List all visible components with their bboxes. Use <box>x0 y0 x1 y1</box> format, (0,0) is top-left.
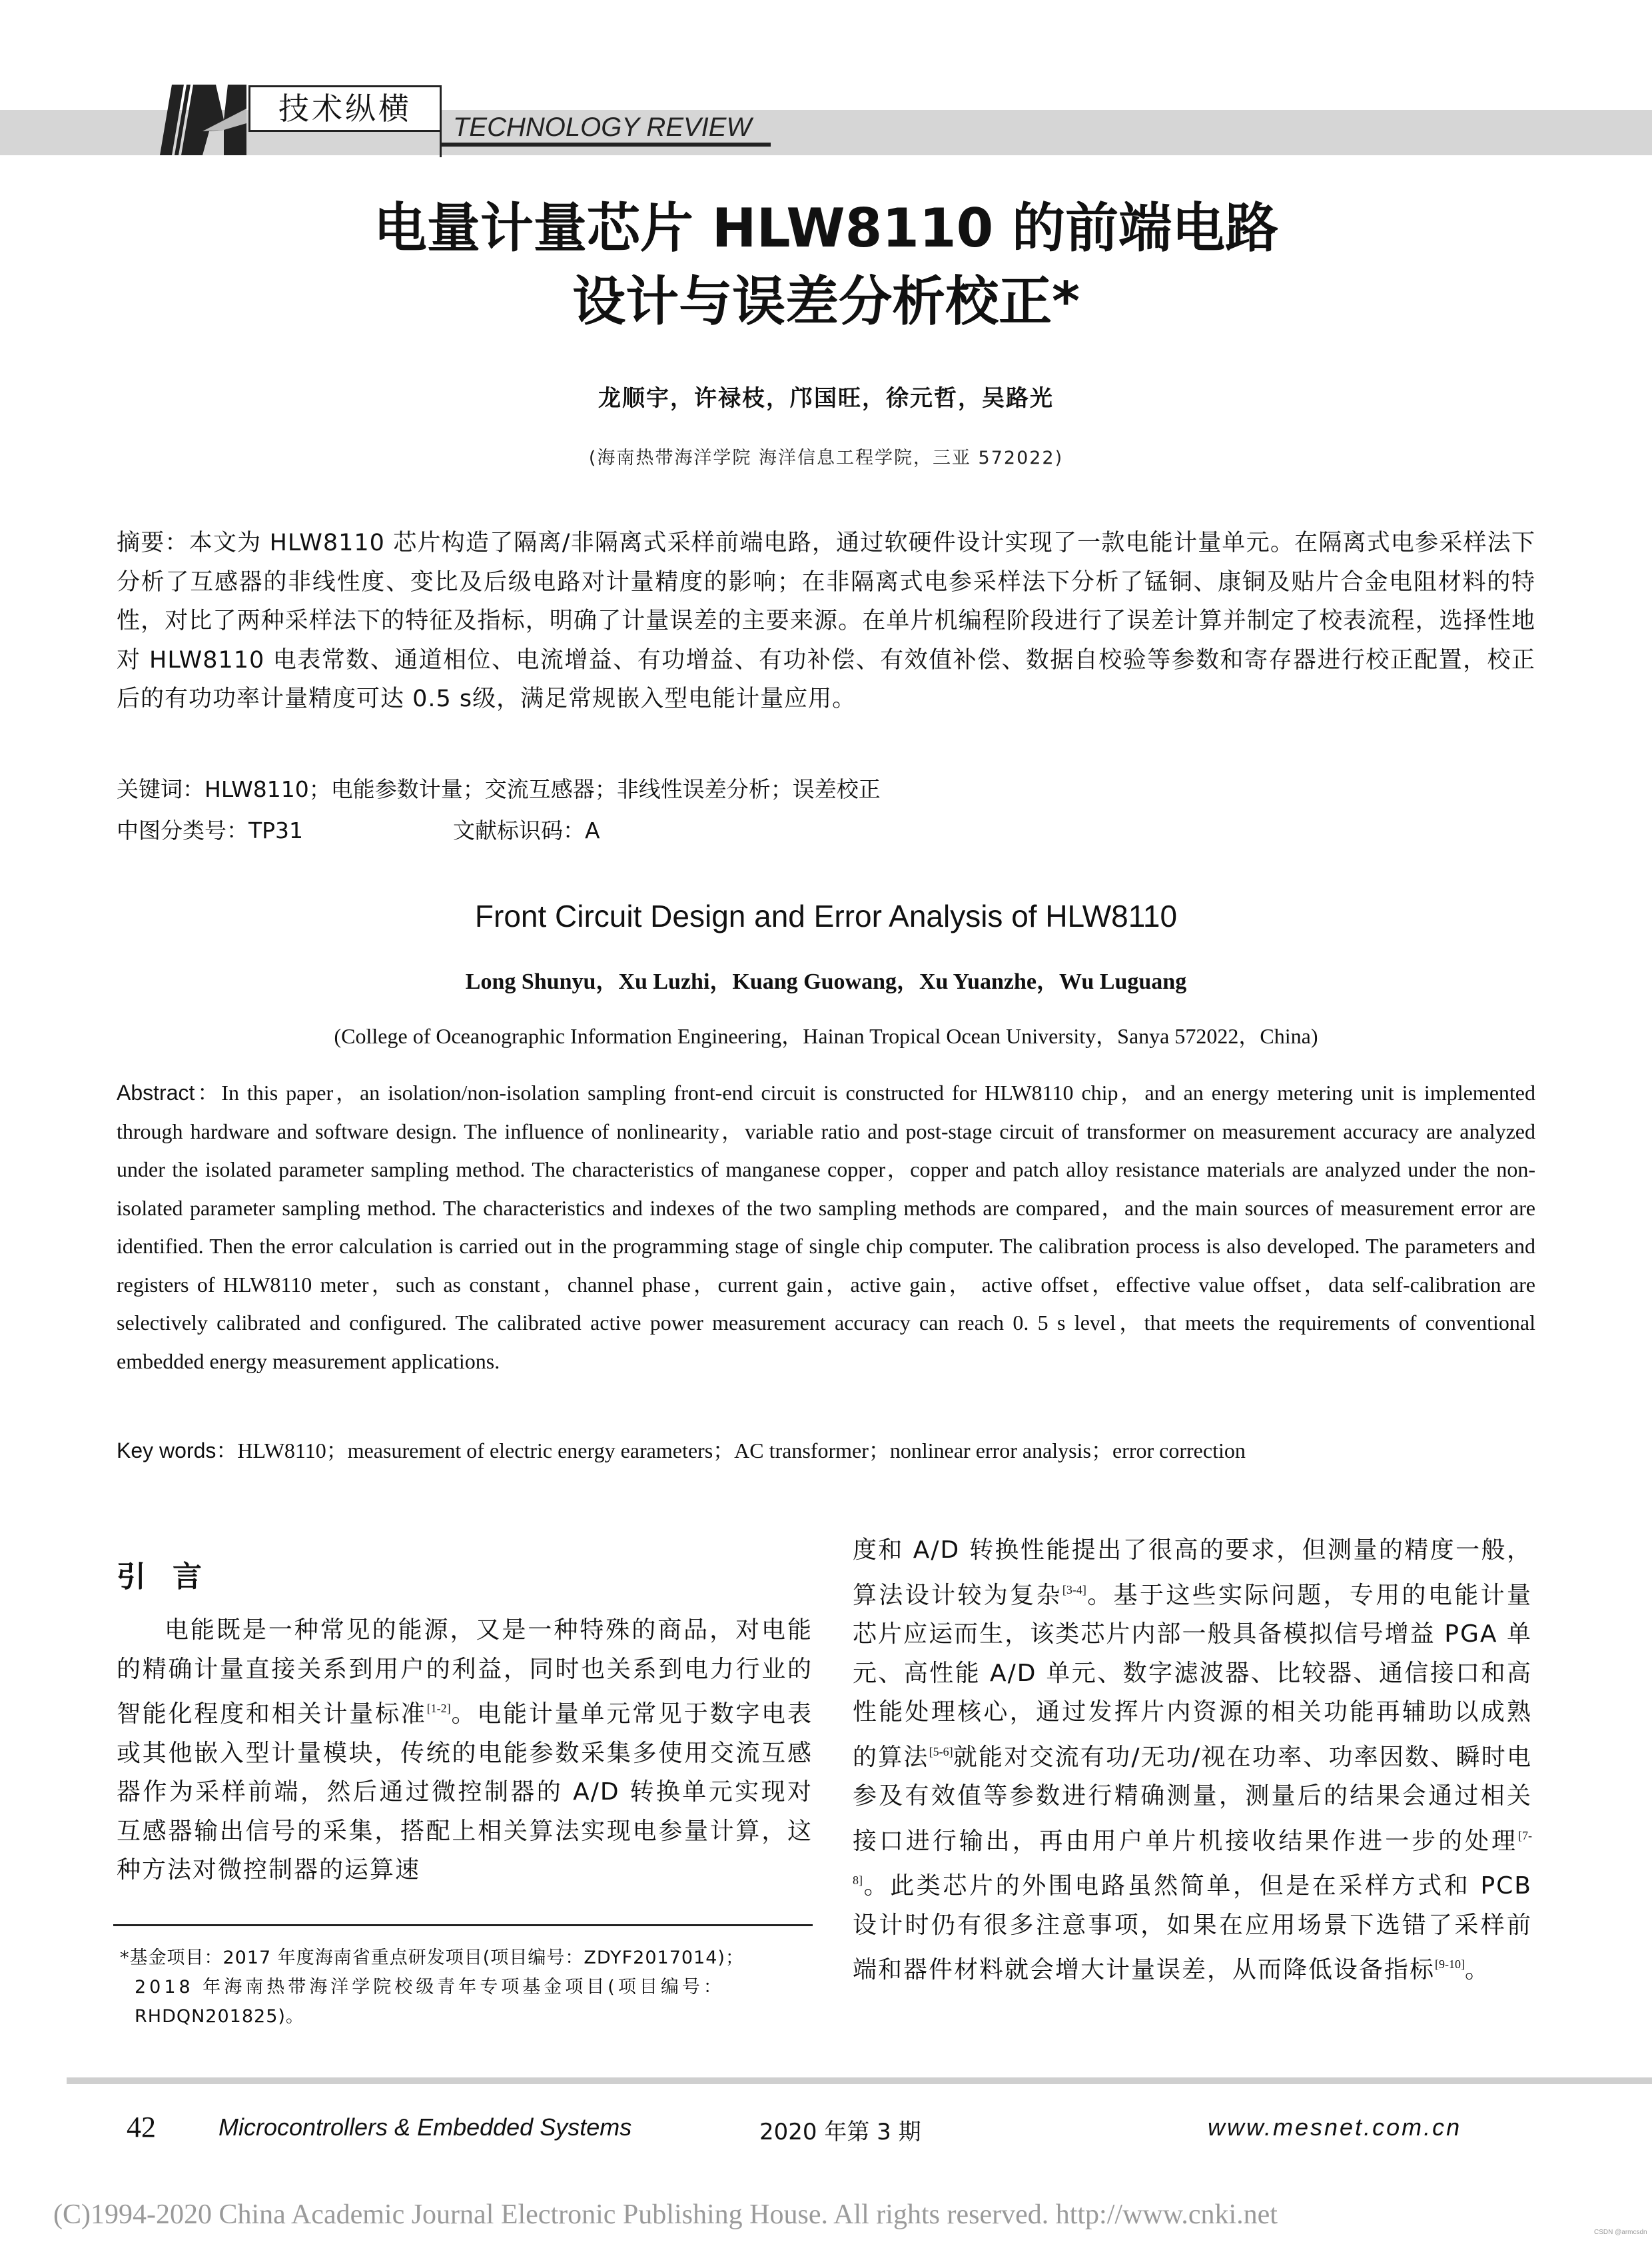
classification-value: TP31 <box>248 818 304 844</box>
body-right-column <box>853 1531 1532 1990</box>
document-code-value: A <box>585 818 600 844</box>
intro-paragraph-1 <box>117 1611 813 1890</box>
issue-label: 2020 年第 3 期 <box>759 2119 921 2145</box>
english-keywords-label: Key words： <box>117 1438 238 1462</box>
english-title: Front Circuit Design and Error Analysis of HLW8110 <box>474 899 1178 933</box>
column-label-cn: 技术纵横 <box>248 85 442 132</box>
document-code-label: 文献标识码： <box>453 818 585 844</box>
keywords-cn <box>117 773 881 806</box>
english-abstract-label: Abstract： <box>117 1081 222 1105</box>
footnote-line: *基金项目：2017 年度海南省重点研发项目(项目编号：ZDYF2017014)； <box>120 1948 744 1968</box>
csdn-watermark: CSDN @armcsdn <box>1594 2229 1647 2236</box>
header-underline <box>441 143 771 147</box>
footnote-line: RHDQN201825)。 <box>135 2006 304 2027</box>
citation-link[interactable]: [3-4] <box>1062 1582 1086 1596</box>
document-code <box>453 814 600 847</box>
paper-title-line1: 电量计量芯片 HLW8110 的前端电路 <box>373 197 1279 259</box>
footer-band <box>67 2077 1652 2084</box>
english-affiliation: (College of Oceanographic Information Engineering，Hainan Tropical Ocean University，Sanya 572022，China) <box>334 1024 1318 1048</box>
citation-link[interactable]: [1-2] <box>426 1702 451 1715</box>
citation-link[interactable]: [7-8] <box>853 1828 1532 1887</box>
english-abstract-text: In this paper，an isolation/non-isolation sampling front-end circuit is constructed for HLW8110 chip，and an energy metering unit is implemented through hardware and software design. The influence of nonlinearity，variable ratio and post-stage circuit of transformer on measurement accuracy are analyzed under the isolated parameter sampling method. The characteristics of manganese copper，copper and patch alloy resistance materials are analyzed under the non-isolated parameter sampling method. The characteristics and indexes of the two sampling methods are compared，and the main sources of measurement error are identified. Then the error calculation is carried out in the programming stage of single chip computer. The calibration process is also developed. The parameters and registers of HLW8110 meter，such as constant，channel phase，current gain，active gain， active offset，effective value offset，data self-calibration are selectively calibrated and configured. The calibrated active power measurement accuracy can reach 0. 5 s level，that meets the requirements of conventional embedded energy measurement applications. <box>117 1081 1535 1373</box>
column-label-en: TECHNOLOGY REVIEW <box>453 113 752 142</box>
paragraph-text: 就能对交流有功/无功/视在功率、功率因数、瞬时电参及有效值等参数进行精确测量，测量后的结果会通过相关接口进行输出，再由用户单片机接收结果作进一步的处理 <box>853 1743 1532 1855</box>
english-keywords <box>117 1434 1535 1467</box>
body-left-column <box>117 1611 813 1890</box>
keywords-cn-text: HLW8110；电能参数计量；交流互感器；非线性误差分析；误差校正 <box>205 776 881 802</box>
abstract-cn <box>117 524 1535 719</box>
english-abstract <box>117 1074 1535 1381</box>
paragraph-text: 。电能计量单元常见于数字电表或其他嵌入型计量模块，传统的电能参数采集多使用交流互感器作为采样前端，然后通过微控制器的 A/D 转换单元实现对互感器输出信号的采集，搭配上相关算法实现电参量计算，这种方法对微控制器的运算速 <box>117 1700 813 1884</box>
paragraph-text: 电能既是一种常见的能源，又是一种特殊的商品，对电能的精确计量直接关系到用户的利益，同时也关系到电力行业的智能化程度和相关计量标准 <box>117 1616 813 1728</box>
paragraph-text: 。此类芯片的外围电路虽然简单，但是在采样方式和 PCB 设计时仍有很多注意事项，如果在应用场景下选错了采样前端和器件材料就会增大计量误差，从而降低设备指标 <box>853 1872 1532 1983</box>
journal-url[interactable]: www.mesnet.com.cn <box>1208 2113 1462 2141</box>
keywords-cn-label: 关键词： <box>117 776 205 802</box>
footnote-divider <box>113 1924 813 1926</box>
english-keywords-text: HLW8110；measurement of electric energy earameters；AC transformer；nonlinear error analysis；error correction <box>237 1438 1246 1462</box>
page-number: 42 <box>127 2111 156 2143</box>
footnote-line: 2018 年海南热带海洋学院校级青年专项基金项目(项目编号： <box>135 1977 725 1997</box>
affiliation-cn: (海南热带海洋学院 海洋信息工程学院，三亚 572022) <box>588 448 1064 468</box>
paper-title-line2: 设计与误差分析校正* <box>572 271 1080 332</box>
classification-label: 中图分类号： <box>117 818 248 844</box>
funding-footnote <box>120 1944 813 2031</box>
abstract-cn-label: 摘要： <box>117 530 189 556</box>
intro-paragraph-continued <box>853 1531 1532 1990</box>
authors-cn: 龙顺宇，许禄枝，邝国旺，徐元哲，吴路光 <box>598 385 1054 412</box>
paragraph-text: 。基于这些实际问题，专用的电能计量芯片应运而生，该类芯片内部一般具备模拟信号增益 PGA 单元、高性能 A/D 单元、数字滤波器、比较器、通信接口和高性能处理核心，通过发挥片内资源的相关功能再辅助以成熟的算法 <box>853 1581 1532 1771</box>
journal-logo-icon <box>157 83 250 157</box>
paragraph-text: 。 <box>1465 1956 1491 1983</box>
paragraph-text: 度和 A/D 转换性能提出了很高的要求，但测量的精度一般，算法设计较为复杂 <box>853 1536 1532 1609</box>
copyright-notice: (C)1994-2020 China Academic Journal Electronic Publishing House. All rights reserved. http://www.cnki.net <box>53 2199 1278 2230</box>
citation-link[interactable]: [5-6] <box>929 1744 953 1758</box>
english-authors: Long Shunyu，Xu Luzhi，Kuang Guowang，Xu Yuanzhe，Wu Luguang <box>465 969 1187 994</box>
section-heading-introduction: 引言 <box>117 1560 228 1594</box>
journal-name: Microcontrollers & Embedded Systems <box>218 2113 632 2141</box>
abstract-cn-text: 本文为 HLW8110 芯片构造了隔离/非隔离式采样前端电路，通过软硬件设计实现了一款电能计量单元。在隔离式电参采样法下分析了互感器的非线性度、变比及后级电路对计量精度的影响；在非隔离式电参采样法下分析了锰铜、康铜及贴片合金电阻材料的特性，对比了两种采样法下的特征及指标，明确了计量误差的主要来源。在单片机编程阶段进行了误差计算并制定了校表流程，选择性地对 HLW8110 电表常数、通道相位、电流增益、有功增益、有功补偿、有效值补偿、数据自校验等参数和寄存器进行校正配置，校正后的有功功率计量精度可达 0.5 s级，满足常规嵌入型电能计量应用。 <box>117 530 1535 712</box>
classification-number <box>117 814 303 847</box>
citation-link[interactable]: [9-10] <box>1435 1958 1465 1971</box>
